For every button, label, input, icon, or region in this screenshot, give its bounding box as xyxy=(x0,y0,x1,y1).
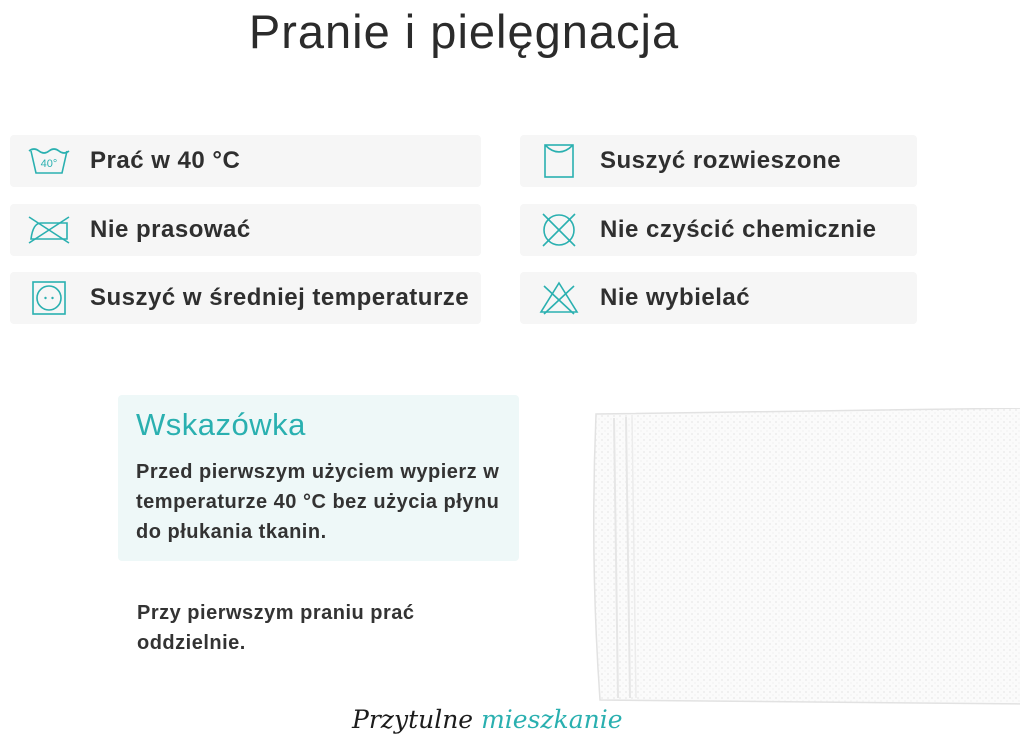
towel-image xyxy=(588,408,1020,708)
care-item-line-dry xyxy=(520,135,917,187)
no-ironing-icon xyxy=(27,208,71,252)
tip-text: Przed pierwszym użyciem wypierz w temperaturze 40 °C bez użycia płynu do płukania tkanin. xyxy=(136,461,500,543)
brand-part1: Przytulne xyxy=(352,705,474,734)
tip-box xyxy=(118,395,519,561)
page-title: Pranie i pielęgnacja xyxy=(248,5,680,58)
care-label-dry-clean: Nie czyścić chemicznie xyxy=(600,216,877,243)
line-dry-icon xyxy=(537,139,581,183)
care-label-bleach: Nie wybielać xyxy=(600,284,751,311)
care-label-ironing: Nie prasować xyxy=(90,216,251,243)
care-label-wash: Prać w 40 °C xyxy=(90,147,241,174)
brand-part2: mieszkanie xyxy=(481,705,623,734)
care-item-wash-40 xyxy=(10,135,481,187)
wash-40-icon xyxy=(27,139,71,183)
care-item-no-bleach xyxy=(520,272,917,324)
care-label-line-dry: Suszyć rozwieszone xyxy=(600,147,842,174)
no-bleach-icon xyxy=(537,276,581,320)
brand-logo xyxy=(352,705,623,734)
washing-note: Przy pierwszym praniu prać oddzielnie. xyxy=(137,602,415,654)
tip-title: Wskazówka xyxy=(136,407,306,442)
tumble-dry-medium-icon xyxy=(27,276,71,320)
care-label-tumble-dry: Suszyć w średniej temperaturze xyxy=(90,284,470,311)
care-item-tumble-dry xyxy=(10,272,481,324)
care-item-no-ironing xyxy=(10,204,481,256)
wash-temp-text: 40° xyxy=(40,158,58,170)
no-dry-clean-icon xyxy=(537,208,581,252)
care-item-no-dry-clean xyxy=(520,204,917,256)
